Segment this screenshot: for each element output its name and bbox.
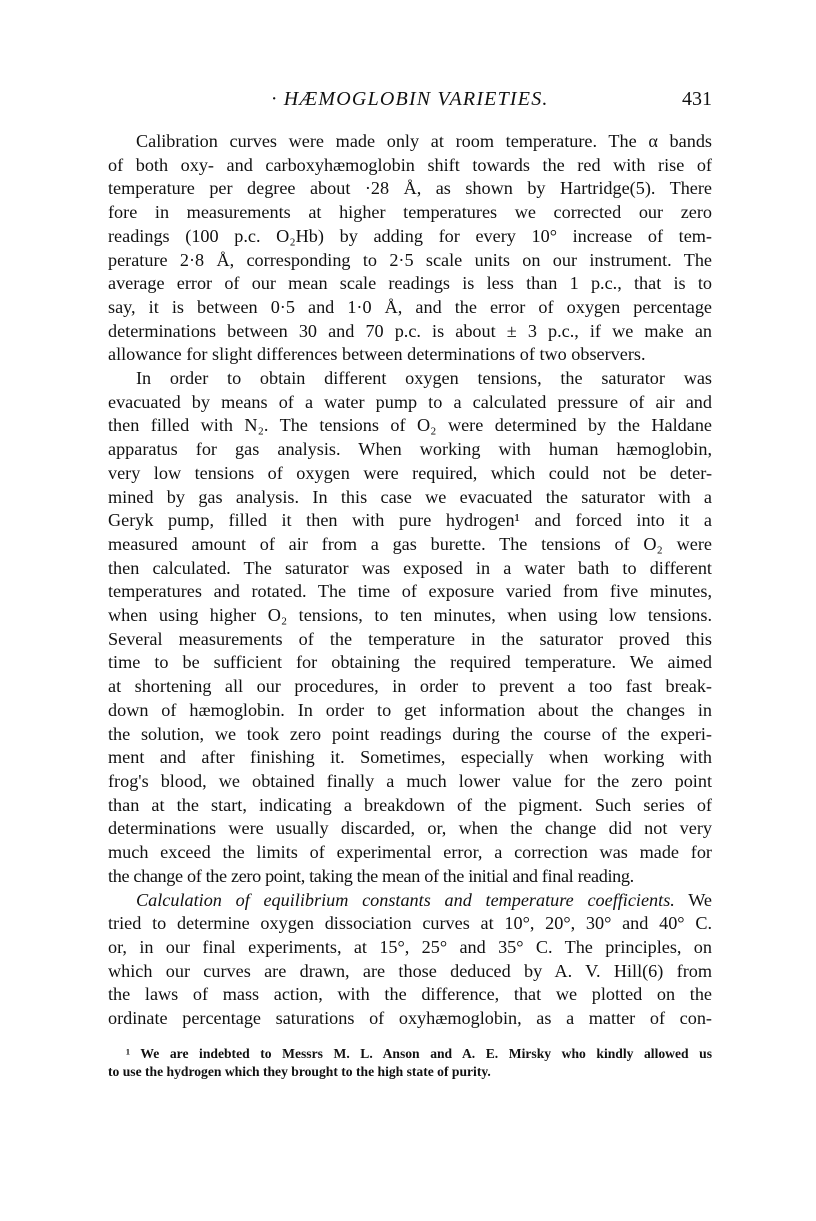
- text-line: tried to determine oxygen dissociation curves at 10°, 20°, 30° and 40° C.: [108, 913, 712, 934]
- text-line: determinations between 30 and 70 p.c. is about ± 3 p.c., if we make an: [108, 320, 712, 341]
- text-line: the solution, we took zero point readings during the course of the experi-: [108, 723, 712, 744]
- text-line: allowance for slight differences between determinations of two observers.: [108, 344, 646, 365]
- text-line: readings (100 p.c. O₂Hb) by adding for every 10° increase of tem-: [108, 225, 712, 246]
- page-header: [108, 88, 712, 118]
- text-line: much exceed the limits of experimental error, a correction was made for: [108, 842, 712, 863]
- text-line: In order to obtain different oxygen tensions, the saturator was: [136, 368, 712, 389]
- text-line: Several measurements of the temperature in the saturator proved this: [108, 628, 712, 649]
- footnote: [108, 1045, 712, 1081]
- running-title: · HÆMOGLOBIN VARIETIES.: [271, 88, 549, 110]
- text-line: frog's blood, we obtained finally a much lower value for the zero point: [108, 770, 712, 791]
- text-line: time to be sufficient for obtaining the required temperature. We aimed: [108, 652, 712, 673]
- text-line: temperatures and rotated. The time of exposure varied from five minutes,: [108, 581, 712, 602]
- text-line: of both oxy- and carboxyhæmoglobin shift towards the red with rise of: [108, 154, 712, 175]
- text-line: then calculated. The saturator was exposed in a water bath to different: [108, 557, 712, 578]
- text-line: apparatus for gas analysis. When working with human hæmoglobin,: [108, 439, 712, 460]
- text-line: determinations were usually discarded, or, when the change did not very: [108, 818, 712, 839]
- paragraph-3: [108, 889, 712, 1031]
- paragraph-2: [108, 367, 712, 888]
- text-line: than at the start, indicating a breakdown of the pigment. Such series of: [108, 794, 712, 815]
- text-line: ordinate percentage saturations of oxyhæmoglobin, as a matter of con-: [108, 1008, 712, 1029]
- text-line: down of hæmoglobin. In order to get information about the changes in: [108, 699, 712, 720]
- page-number: 431: [682, 88, 712, 110]
- text-line: when using higher O₂ tensions, to ten minutes, when using low tensions.: [108, 605, 712, 626]
- body-text: [108, 130, 712, 1031]
- text-line: very low tensions of oxygen were required, which could not be deter-: [108, 462, 712, 483]
- text-line: [108, 889, 712, 913]
- text-line: evacuated by means of a water pump to a calculated pressure of air and: [108, 391, 712, 412]
- text-line: the change of the zero point, taking the mean of the initial and final reading.: [108, 865, 634, 886]
- footnote-line: to use the hydrogen which they brought to the high state of purity.: [108, 1064, 491, 1079]
- text-line: temperature per degree about ·28 Å, as shown by Hartridge(5). There: [108, 178, 712, 199]
- text-line: fore in measurements at higher temperatures we corrected our zero: [108, 202, 712, 223]
- text-line: say, it is between 0·5 and 1·0 Å, and the error of oxygen percentage: [108, 296, 712, 317]
- text-line: the laws of mass action, with the difference, that we plotted on the: [108, 984, 712, 1005]
- text-line: which our curves are drawn, are those deduced by A. V. Hill(6) from: [108, 960, 712, 981]
- text-line: average error of our mean scale readings is less than 1 p.c., that is to: [108, 273, 712, 294]
- text-line: or, in our final experiments, at 15°, 25° and 35° C. The principles, on: [108, 936, 712, 957]
- text-line: perature 2·8 Å, corresponding to 2·5 scale units on our instrument. The: [108, 249, 712, 270]
- text-line: Geryk pump, filled it then with pure hydrogen¹ and forced into it a: [108, 510, 712, 531]
- text-line: measured amount of air from a gas burette. The tensions of O₂ were: [108, 533, 712, 554]
- text-line: ment and after finishing it. Sometimes, especially when working with: [108, 747, 712, 768]
- text-line: at shortening all our procedures, in order to prevent a too fast break-: [108, 676, 712, 697]
- text-line: mined by gas analysis. In this case we evacuated the saturator with a: [108, 486, 712, 507]
- section-heading: Calculation of equilibrium constants and temperature coefficients.: [136, 889, 675, 910]
- text-line: then filled with N₂. The tensions of O₂ were determined by the Haldane: [108, 415, 712, 436]
- paragraph-1: [108, 130, 712, 367]
- footnote-line: ¹ We are indebted to Messrs M. L. Anson and A. E. Mirsky who kindly allowed us: [126, 1046, 712, 1061]
- text-line: Calibration curves were made only at room temperature. The α bands: [136, 131, 712, 151]
- heading-continuation: We: [674, 889, 713, 910]
